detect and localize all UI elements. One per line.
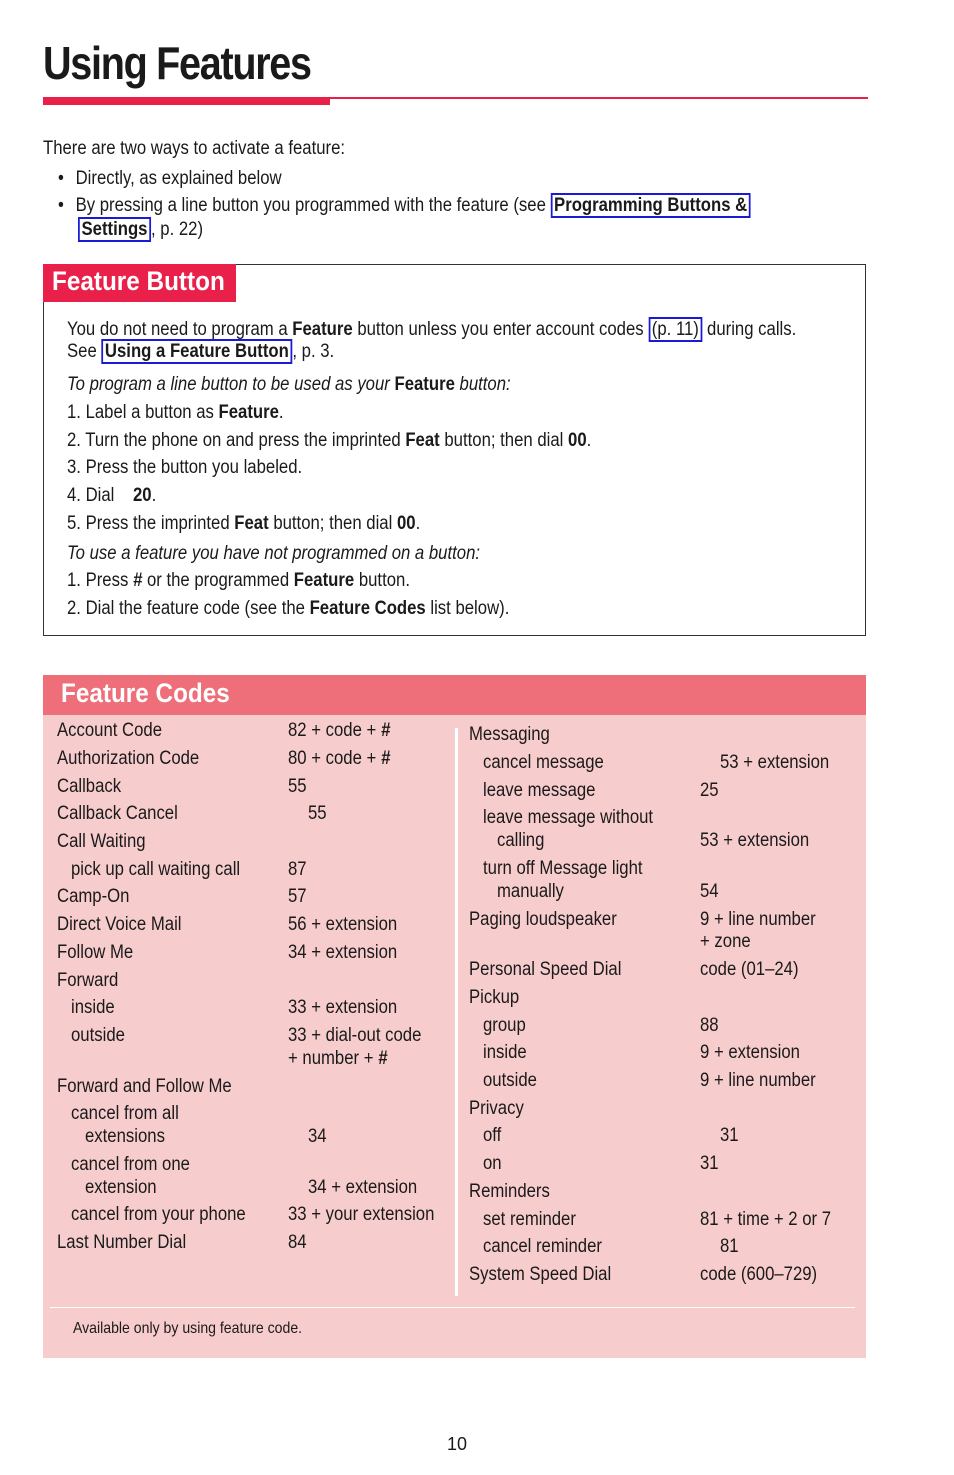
feature-code-cont: + number + #	[288, 1048, 388, 1069]
feature-name: pick up call waiting call	[71, 859, 241, 880]
feature-name: Account Code	[57, 720, 163, 741]
feature-code: 81 + time + 2 or 7	[700, 1209, 832, 1230]
link-programming-buttons[interactable]: Programming Buttons &	[551, 193, 751, 218]
feature-code: code (600–729)	[700, 1264, 818, 1285]
fb-step: 3. Press the button you labeled.	[67, 457, 303, 478]
feature-code: 34	[308, 1126, 327, 1147]
feature-name-cont: calling	[497, 830, 545, 851]
feature-name: Paging loudspeaker	[469, 909, 617, 930]
feature-name: Reminders	[469, 1181, 550, 1202]
feature-name: off	[483, 1125, 502, 1146]
fb-paragraph: You do not need to program a Feature button unless you enter account codes (p. 11) during calls.	[67, 319, 797, 340]
feature-code: 33 + your extension	[288, 1204, 435, 1225]
feature-name: leave message without	[483, 807, 654, 828]
feature-code: 31	[720, 1125, 739, 1146]
feature-name: group	[483, 1015, 526, 1036]
feature-name: Privacy	[469, 1098, 524, 1119]
feature-code: 53 + extension	[720, 752, 830, 773]
feature-name: set reminder	[483, 1209, 576, 1230]
feature-name: Personal Speed Dial	[469, 959, 622, 980]
link-p11[interactable]: (p. 11)	[648, 317, 702, 342]
feature-code: 55	[308, 803, 327, 824]
feature-name-cont: manually	[497, 881, 564, 902]
feature-code: 31	[700, 1153, 719, 1174]
feature-code: 81	[720, 1236, 739, 1257]
page-title: Using Features	[43, 37, 311, 89]
feature-name: cancel from all	[71, 1103, 179, 1124]
feature-name: cancel reminder	[483, 1236, 602, 1257]
feature-name: cancel message	[483, 752, 604, 773]
fb-paragraph: See Using a Feature Button , p. 3.	[67, 341, 335, 362]
link-settings[interactable]: Settings	[78, 217, 151, 242]
link-using-feature-button[interactable]: Using a Feature Button	[101, 339, 292, 364]
feature-name: Pickup	[469, 987, 520, 1008]
fb-step: 1. Press # or the programmed Feature button.	[67, 570, 410, 591]
feature-name: on	[483, 1153, 502, 1174]
feature-name-cont: extension	[85, 1177, 157, 1198]
feature-code: 84	[288, 1232, 307, 1253]
feature-code: 87	[288, 859, 307, 880]
feature-name: Call Waiting	[57, 831, 146, 852]
fb-step: 5. Press the imprinted Feat button; then dial 00.	[67, 513, 421, 534]
intro-text: There are two ways to activate a feature:	[43, 138, 346, 159]
bullet-item: • Directly, as explained below	[58, 168, 282, 189]
column-divider	[455, 728, 458, 1296]
feature-name: cancel from your phone	[71, 1204, 246, 1225]
footnote: Available only by using feature code.	[73, 1320, 303, 1337]
feature-name: Camp-On	[57, 886, 130, 907]
feature-name: System Speed Dial	[469, 1264, 612, 1285]
page-number: 10	[447, 1434, 468, 1454]
bullet-item: • By pressing a line button you programmed with the feature (see Programming Buttons &	[58, 194, 845, 218]
feature-name: turn off Message light	[483, 858, 643, 879]
feature-name: Direct Voice Mail	[57, 914, 182, 935]
feature-codes-heading: Feature Codes	[43, 675, 866, 715]
feature-code: 82 + code + #	[288, 720, 391, 741]
feature-code: 9 + extension	[700, 1042, 800, 1063]
feature-name: Last Number Dial	[57, 1232, 187, 1253]
feature-name: Authorization Code	[57, 748, 200, 769]
feature-code: code (01–24)	[700, 959, 799, 980]
feature-code: 54	[700, 881, 719, 902]
feature-name-cont: extensions	[85, 1126, 165, 1147]
feature-name: cancel from one	[71, 1154, 190, 1175]
fb-step: 1. Label a button as Feature.	[67, 402, 284, 423]
feature-code: 88	[700, 1015, 719, 1036]
feature-code: 56 + extension	[288, 914, 398, 935]
feature-name: Follow Me	[57, 942, 134, 963]
feature-code: 34 + extension	[288, 942, 398, 963]
feature-code: 9 + line number	[700, 909, 816, 930]
feature-name: inside	[71, 997, 115, 1018]
feature-code: 53 + extension	[700, 830, 810, 851]
feature-code: 25	[700, 780, 719, 801]
feature-code: 80 + code + #	[288, 748, 391, 769]
feature-code: 9 + line number	[700, 1070, 816, 1091]
fb-subheading: To program a line button to be used as your Feature button:	[67, 374, 511, 395]
bullet-continuation: Settings , p. 22)	[78, 218, 220, 242]
title-rule-accent	[43, 97, 330, 105]
fb-step: 2. Dial the feature code (see the Feature Codes list below).	[67, 598, 510, 619]
feature-code: 33 + extension	[288, 997, 398, 1018]
feature-button-heading: Feature Button	[43, 264, 236, 302]
fb-subheading: To use a feature you have not programmed on a button:	[67, 543, 481, 564]
feature-code: 34 + extension	[308, 1177, 418, 1198]
feature-name: Callback	[57, 776, 122, 797]
feature-name: Messaging	[469, 724, 550, 745]
feature-name: Forward	[57, 970, 119, 991]
feature-name: Forward and Follow Me	[57, 1076, 232, 1097]
fb-step: 4. Dial 20.	[67, 485, 157, 506]
feature-name: outside	[483, 1070, 537, 1091]
footnote-rule	[50, 1307, 855, 1308]
feature-name: inside	[483, 1042, 527, 1063]
fb-step: 2. Turn the phone on and press the imprinted Feat button; then dial 00.	[67, 430, 592, 451]
feature-code-cont: + zone	[700, 931, 751, 952]
feature-name: outside	[71, 1025, 125, 1046]
feature-code: 57	[288, 886, 307, 907]
feature-name: Callback Cancel	[57, 803, 178, 824]
feature-code: 33 + dial-out code	[288, 1025, 422, 1046]
feature-code: 55	[288, 776, 307, 797]
feature-name: leave message	[483, 780, 596, 801]
